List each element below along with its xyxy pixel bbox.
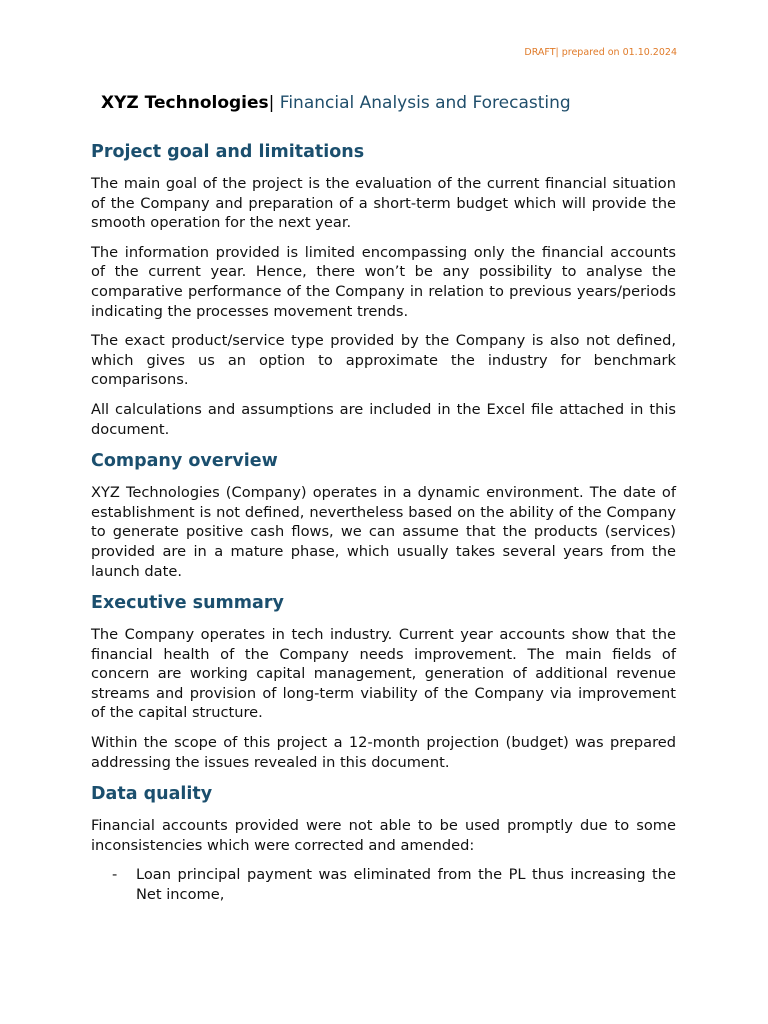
document-subtitle: Financial Analysis and Forecasting: [274, 93, 571, 113]
paragraph: The main goal of the project is the evaluation of the current financial situation of the Company and preparation of a short-term budget which will provide the smooth operation for the next year.: [91, 175, 676, 232]
paragraph: The information provided is limited encompassing only the financial accounts of the current year. Hence, there won’t be any possibility to analyse the comparative performance of the Company in relation to previous years/periods indicating the processes movement trends.: [91, 243, 676, 320]
title-separator: |: [268, 93, 275, 113]
section-heading: Company overview: [91, 451, 278, 472]
company-name: XYZ Technologies: [101, 93, 269, 113]
document-body: [91, 140, 676, 905]
section-heading: Executive summary: [91, 593, 284, 614]
section-company-overview: [91, 449, 676, 581]
document-title: [101, 92, 571, 114]
section-executive-summary: [91, 591, 676, 772]
section-heading: Data quality: [91, 784, 213, 805]
paragraph: XYZ Technologies (Company) operates in a dynamic environment. The date of establishment is not defined, nevertheless based on the ability of the Company to generate positive cash flows, we can assume that the products (services) provided are in a mature phase, which usually takes several years from the launch date.: [91, 484, 676, 580]
paragraph: All calculations and assumptions are included in the Excel file attached in this document.: [91, 400, 676, 438]
draft-note: DRAFT| prepared on 01.10.2024: [524, 47, 677, 58]
paragraph: The Company operates in tech industry. Current year accounts show that the financial health of the Company needs improvement. The main fields of concern are working capital management, generation of additional revenue streams and provision of long-term viability of the Company via improvement of the capital structure.: [91, 626, 676, 722]
section-data-quality: [91, 782, 676, 904]
list-item: [91, 865, 676, 904]
paragraph: The exact product/service type provided by the Company is also not defined, which gives us an option to approximate the industry for benchmark comparisons.: [91, 332, 676, 389]
paragraph: Financial accounts provided were not able to be used promptly due to some inconsistencies which were corrected and amended:: [91, 817, 676, 854]
list-item-text: Loan principal payment was eliminated from the PL thus increasing the Net income,: [136, 866, 676, 904]
section-heading: Project goal and limitations: [91, 142, 365, 162]
paragraph: Within the scope of this project a 12-month projection (budget) was prepared addressing the issues revealed in this document.: [91, 734, 676, 771]
bullet-list: [91, 865, 676, 904]
dash-bullet-icon: -: [112, 866, 118, 884]
section-project-goal: [91, 140, 676, 439]
